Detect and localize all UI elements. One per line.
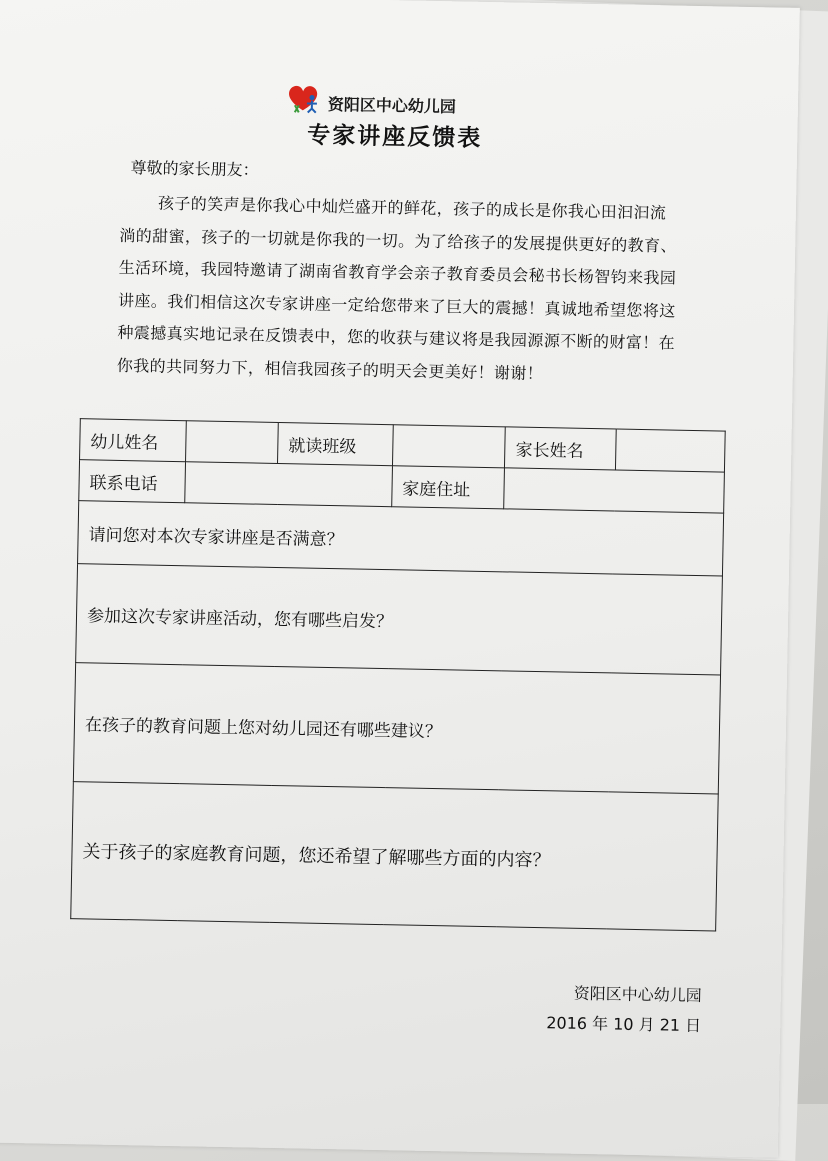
child-name-label: 幼儿姓名	[80, 419, 187, 462]
footer-date: 2016 年 10 月 21 日	[546, 1013, 702, 1036]
parent-name-field[interactable]	[615, 429, 725, 472]
footer-signature: 资阳区中心幼儿园	[573, 983, 702, 1006]
feedback-table	[70, 418, 725, 931]
address-label: 家庭住址	[391, 466, 504, 509]
child-name-field[interactable]	[186, 421, 279, 464]
question-home-education[interactable]: 关于孩子的家庭教育问题，您还希望了解哪些方面的内容？	[71, 782, 719, 931]
question-inspiration[interactable]: 参加这次专家讲座活动，您有哪些启发？	[76, 564, 723, 675]
phone-label: 联系电话	[79, 460, 186, 503]
parent-name-label: 家长姓名	[505, 427, 616, 470]
question-row	[73, 663, 720, 794]
kindergarten-logo-icon	[286, 83, 323, 114]
question-row	[71, 782, 719, 931]
class-label: 就读班级	[278, 422, 393, 465]
phone-field[interactable]	[185, 462, 392, 507]
page-title: 专家讲座反馈表	[307, 122, 483, 152]
question-suggestions[interactable]: 在孩子的教育问题上您对幼儿园还有哪些建议？	[73, 663, 720, 794]
footer-signature-block	[546, 978, 702, 1041]
address-field[interactable]	[504, 468, 724, 513]
class-field[interactable]	[392, 425, 505, 468]
letter-body: 孩子的笑声是你我心中灿烂盛开的鲜花，孩子的成长是你我心田汩汩流淌的甜蜜，孩子的一切就是你我的一切。为了给孩子的发展提供更好的教育、生活环境，我园特邀请了湖南省教育学会亲子教育委员会秘书长杨智钧来我园讲座。我们相信这次专家讲座一定给您带来了巨大的震撼！真诚地希望您将这种震撼真实地记录在反馈表中，您的收获与建议将是我园源源不断的财富！在你我的共同努力下，相信我园孩子的明天会更美好！谢谢！	[116, 193, 678, 383]
letter-greeting: 尊敬的家长朋友：	[130, 158, 259, 180]
header-logo-row	[286, 81, 457, 117]
question-row	[76, 564, 723, 675]
question-satisfaction[interactable]: 请问您对本次专家讲座是否满意？	[78, 501, 724, 576]
school-name: 资阳区中心幼儿园	[327, 94, 457, 117]
